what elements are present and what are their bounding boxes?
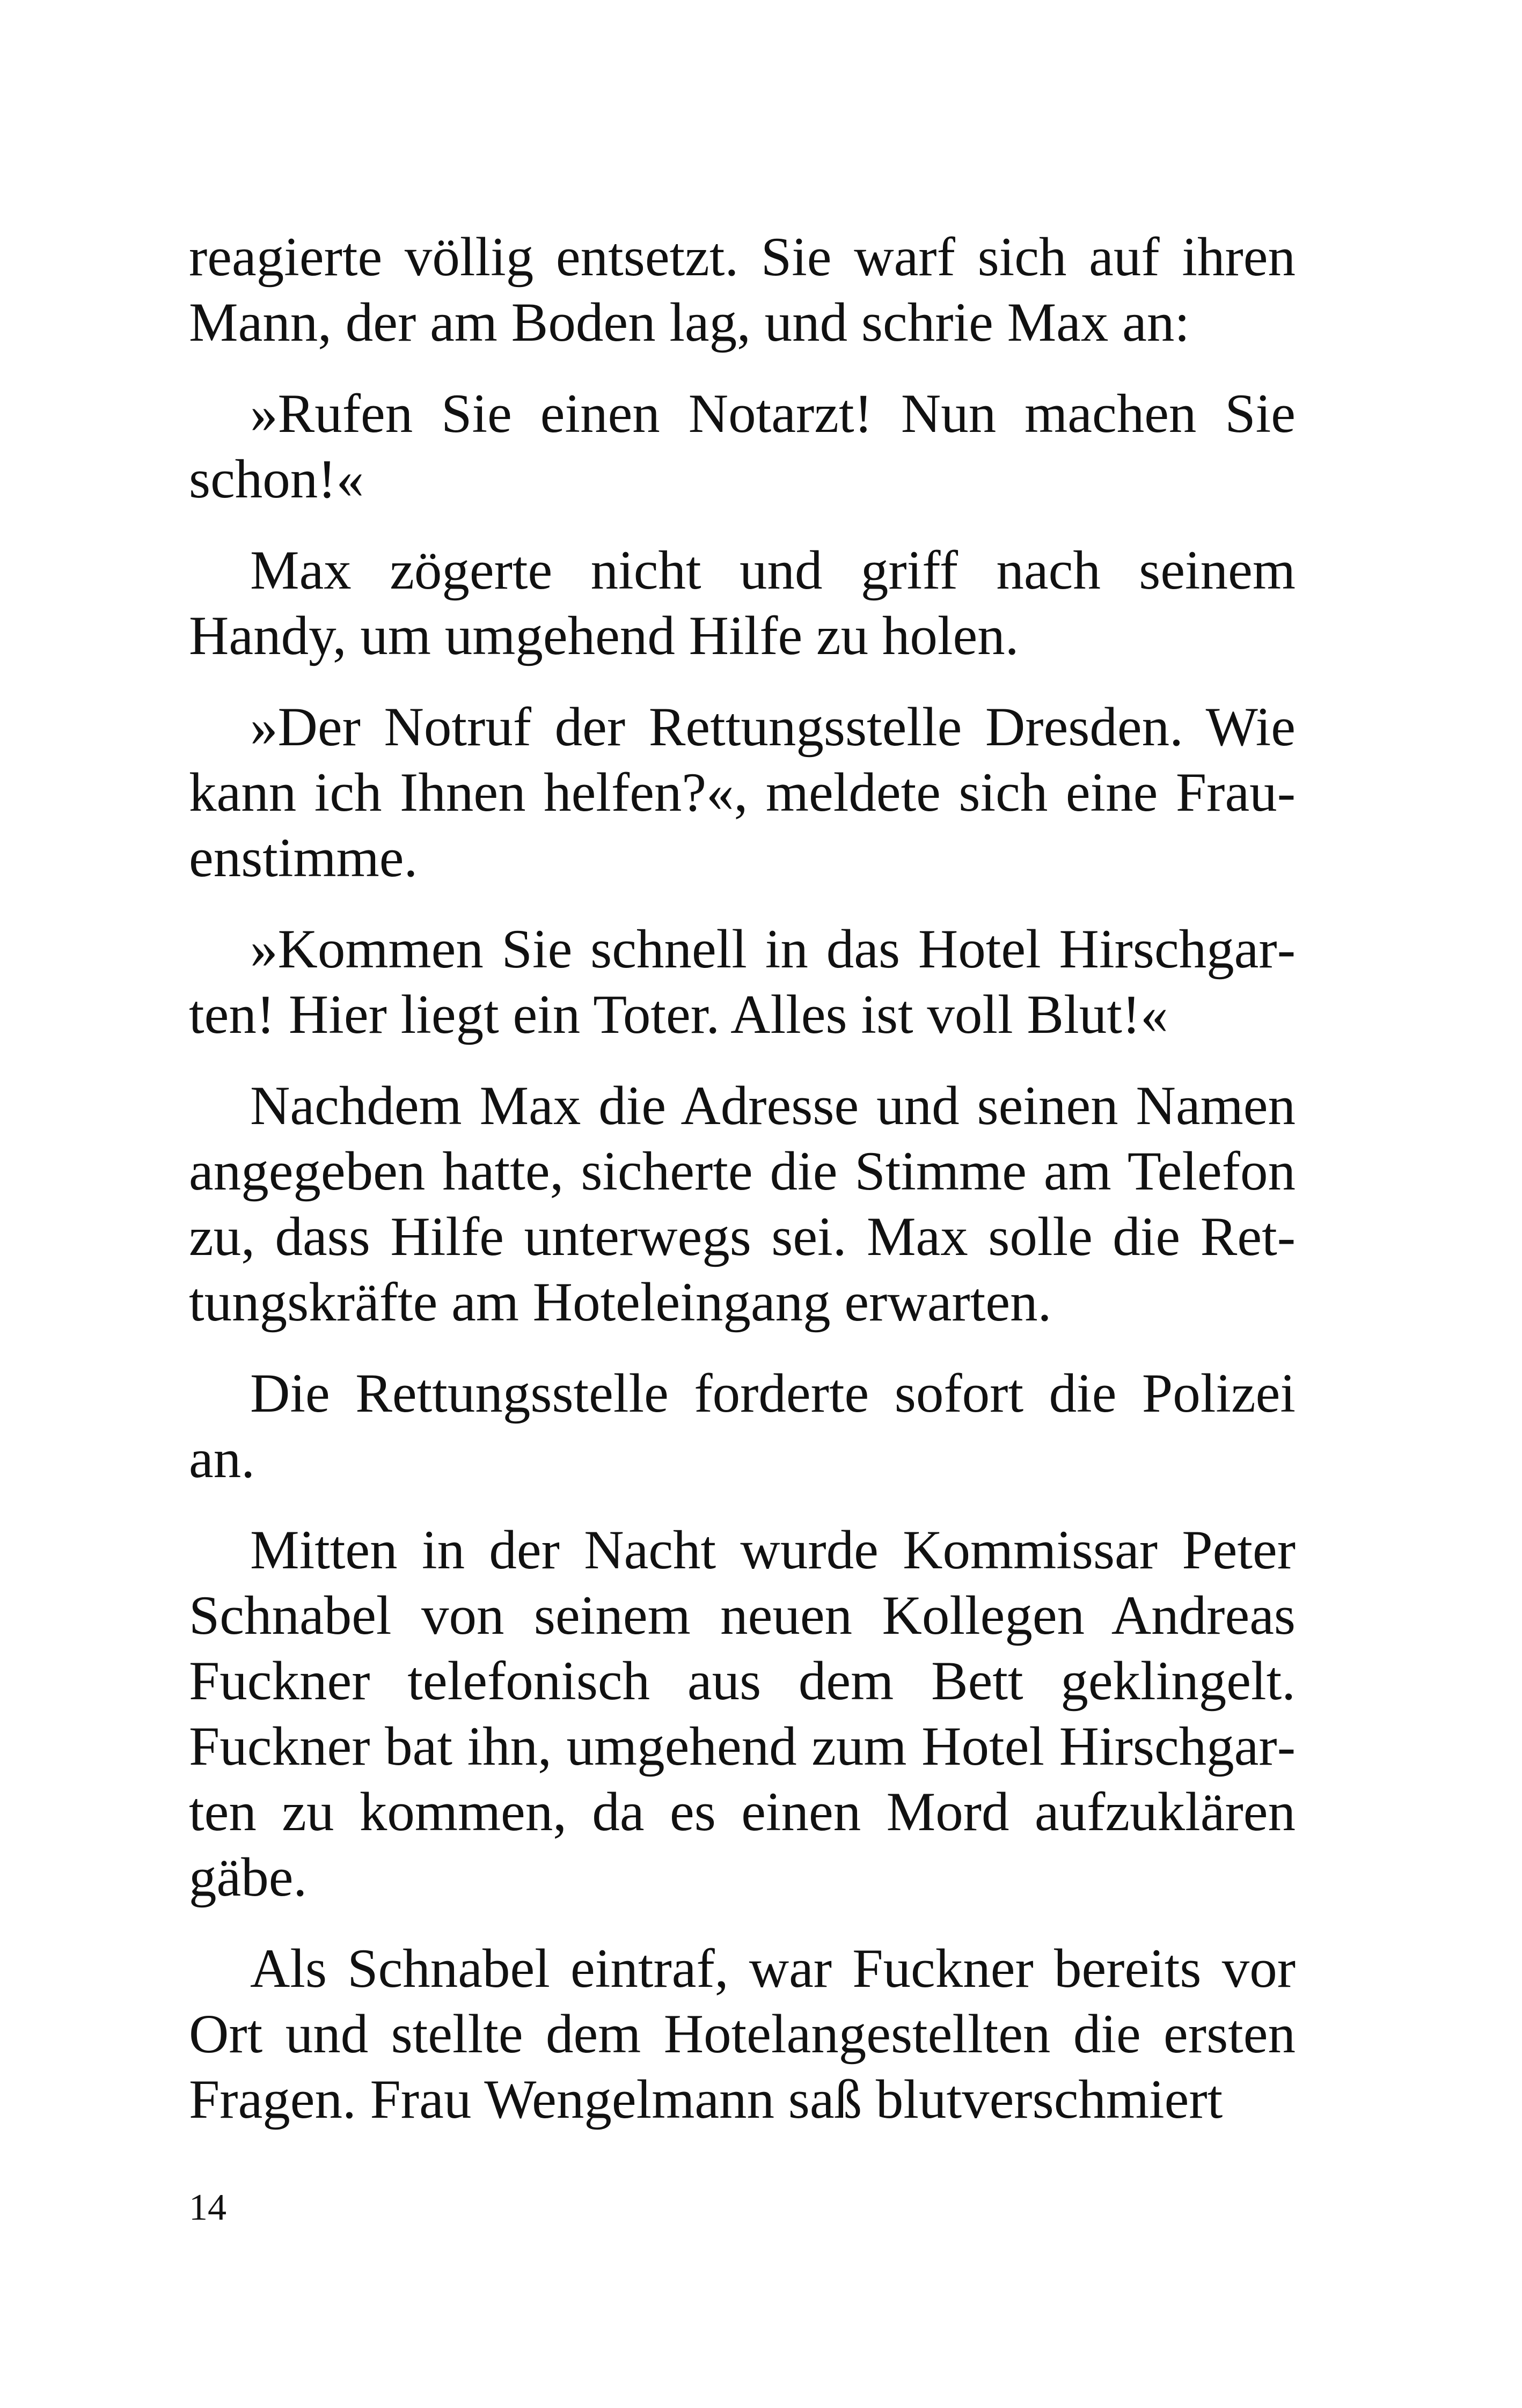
paragraph-1: reagierte völlig entsetzt. Sie warf sich auf ihren Mann, der am Boden lag, und schrie Max an:	[189, 226, 1296, 353]
paragraph-8: Mitten in der Nacht wurde Kommissar Peter Schnabel von seinem neuen Kollegen Andreas Fuckner telefonisch aus dem Bett geklingelt. Fuckner bat ihn, umgehend zum Hotel Hirschgarten zu kommen, da es einen Mord aufzuklären gäbe.	[189, 1519, 1296, 1908]
paragraph-6: Nachdem Max die Adresse und seinen Namen angegeben hatte, sicherte die Stimme am Telefon zu, dass Hilfe unterwegs sei. Max solle die Rettungskräfte am Hoteleingang erwarten.	[189, 1075, 1296, 1333]
body-text	[189, 224, 1296, 2158]
paragraph-2: »Rufen Sie einen Notarzt! Nun machen Sie schon!«	[189, 383, 1296, 510]
paragraph-9: Als Schnabel eintraf, war Fuckner bereits vor Ort und stellte dem Hotelangestellten die ersten Fragen. Frau Wengelmann saß blutverschmiert	[189, 1938, 1296, 2130]
paragraph-3: Max zögerte nicht und griff nach seinem Handy, um umgehend Hilfe zu holen.	[189, 540, 1296, 666]
paragraph-5: »Kommen Sie schnell in das Hotel Hirschgarten! Hier liegt ein Toter. Alles ist voll Blut!«	[189, 919, 1296, 1045]
page-number: 14	[189, 2187, 226, 2228]
paragraph-7: Die Rettungsstelle forderte sofort die Polizei an.	[189, 1363, 1296, 1489]
paragraph-4: »Der Notruf der Rettungsstelle Dresden. Wie kann ich Ihnen helfen?«, meldete sich eine Frauenstimme.	[189, 696, 1296, 889]
